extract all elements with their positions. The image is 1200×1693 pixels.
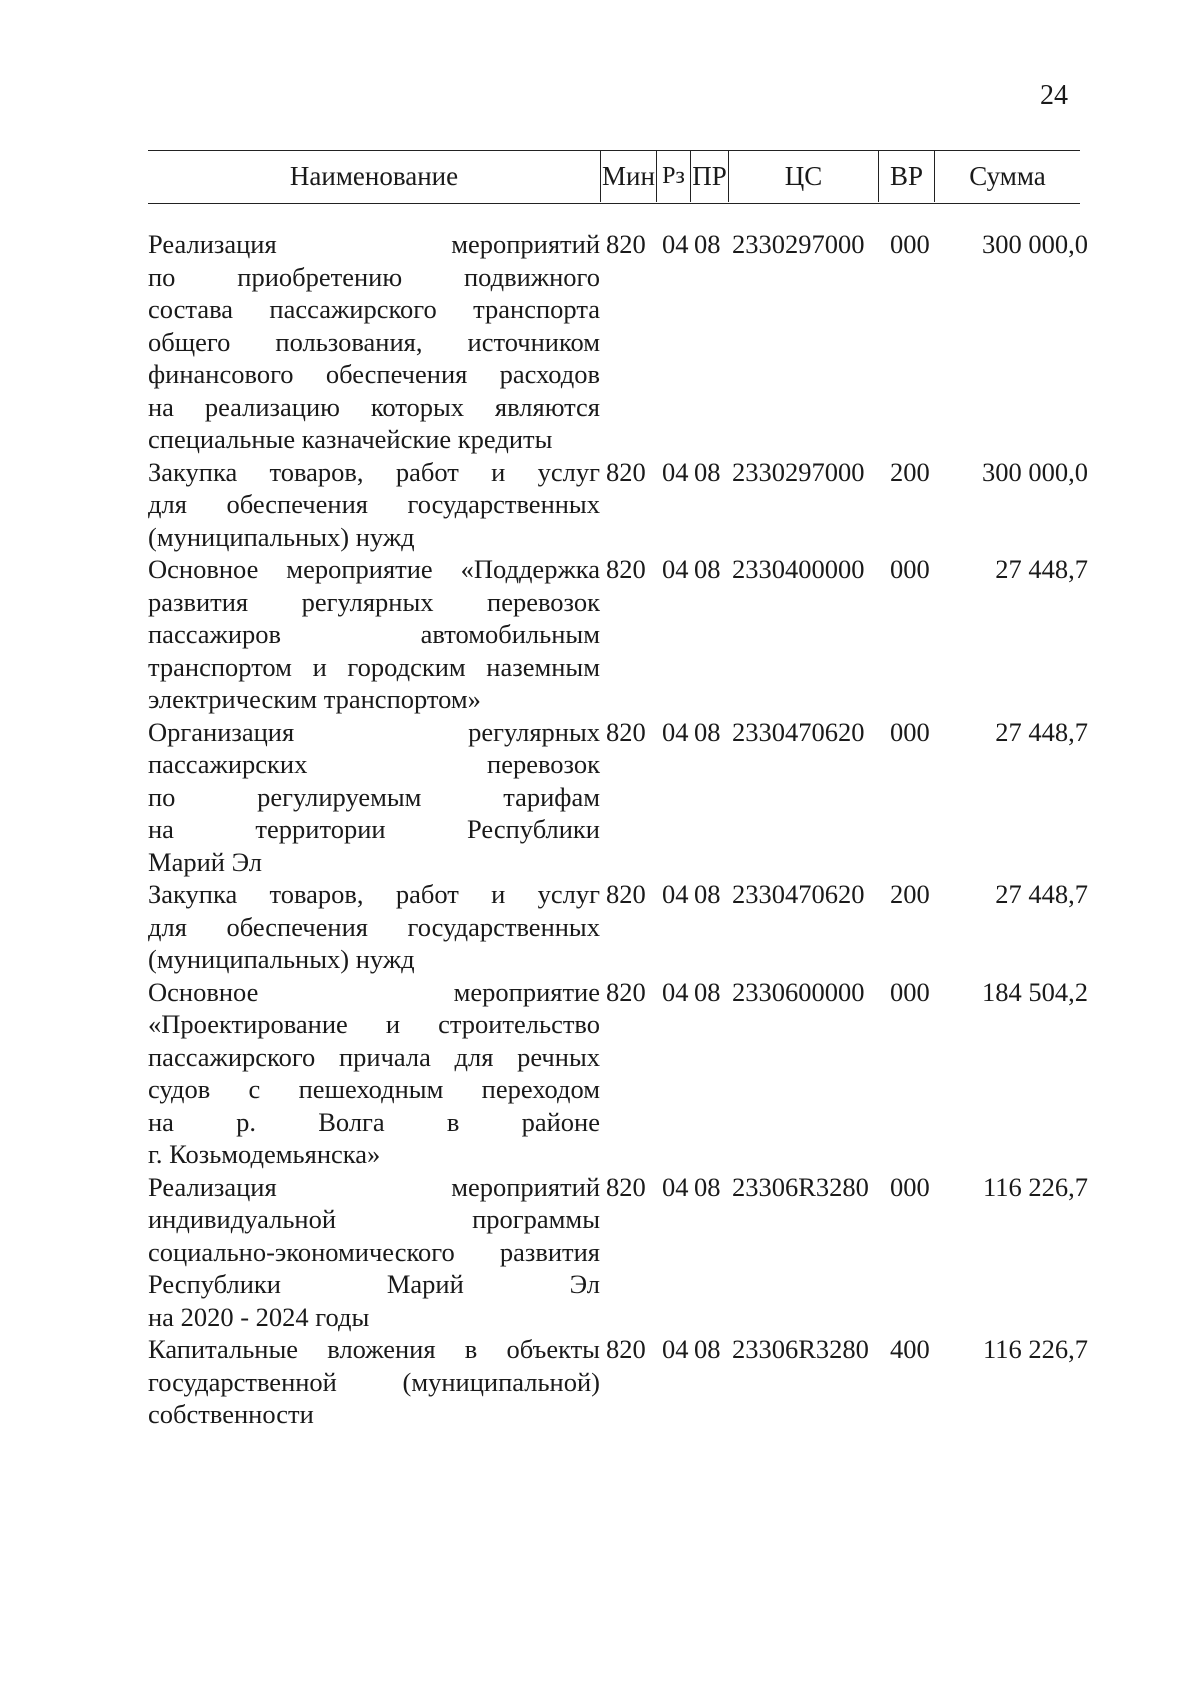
row-name-line: для обеспечения государственных: [148, 911, 600, 942]
row-name-line: судов с пешеходным переходом: [148, 1074, 600, 1104]
row-pr: 08: [694, 1334, 721, 1364]
row-rz: 04: [662, 879, 689, 909]
table-row: [148, 878, 1098, 976]
row-pr: 08: [694, 716, 721, 747]
header-name: Наименование: [289, 161, 459, 191]
row-vr: 000: [890, 716, 930, 747]
row-name-line: пассажирского причала для речных: [148, 1041, 600, 1072]
table-body: [148, 228, 1098, 1431]
row-sum: 27 448,7: [995, 554, 1088, 584]
row-cs: 23306R3280: [732, 1171, 869, 1202]
table-row: [148, 1333, 1098, 1431]
table-row: [148, 456, 1098, 554]
row-name-line: Основное мероприятие «Поддержка: [148, 554, 600, 584]
row-name-line: Республики Марий Эл: [148, 1269, 600, 1299]
row-name-line: пассажирских перевозок: [148, 749, 600, 779]
row-cs: 2330297000: [732, 229, 865, 259]
row-min: 820: [606, 229, 646, 259]
row-name-line: на 2020 - 2024 годы: [148, 1301, 370, 1332]
row-name: [148, 1333, 600, 1431]
row-name: [148, 1171, 600, 1334]
row-cs: 23306R3280: [732, 1334, 869, 1364]
row-name-line: Капитальные вложения в объекты: [148, 1334, 600, 1364]
row-name-line: пассажиров автомобильным: [148, 619, 600, 649]
row-min: 820: [606, 456, 646, 487]
row-name-line: Реализация мероприятий: [148, 1171, 600, 1202]
header-rz: Рз: [656, 151, 690, 202]
row-name-line: развития регулярных перевозок: [148, 586, 600, 617]
row-min: 820: [606, 1171, 646, 1202]
row-name-line: общего пользования, источником: [148, 326, 600, 357]
row-pr: 08: [694, 976, 721, 1007]
row-name-line: по приобретению подвижного: [148, 261, 600, 292]
row-name-line: состава пассажирского транспорта: [148, 294, 600, 324]
row-cs: 2330400000: [732, 554, 865, 584]
row-sum: 27 448,7: [995, 879, 1088, 909]
row-rz: 04: [662, 976, 689, 1007]
row-name-line: Организация регулярных: [148, 716, 600, 747]
table-row: [148, 553, 1098, 716]
row-min: 820: [606, 879, 646, 909]
header-min: Мин: [600, 151, 656, 202]
row-min: 820: [606, 976, 646, 1007]
row-name-line: Реализация мероприятий: [148, 229, 600, 259]
row-rz: 04: [662, 1334, 689, 1364]
table-row: [148, 976, 1098, 1171]
header-cs: ЦС: [728, 151, 878, 202]
row-sum: 116 226,7: [982, 1334, 1088, 1364]
row-name-line: (муниципальных) нужд: [148, 944, 415, 974]
header-vr: ВР: [878, 151, 934, 202]
row-name-line: Основное мероприятие: [148, 976, 600, 1007]
row-rz: 04: [662, 716, 689, 747]
row-min: 820: [606, 554, 646, 584]
row-name-line: на территории Республики: [148, 814, 600, 844]
row-sum: 184 504,2: [982, 976, 1088, 1007]
row-name-line: «Проектирование и строительство: [148, 1009, 600, 1039]
row-sum: 116 226,7: [982, 1171, 1088, 1202]
row-name: [148, 228, 600, 456]
row-vr: 000: [890, 976, 930, 1007]
table-header: [148, 150, 1080, 204]
row-vr: 000: [890, 554, 930, 584]
row-name-line: Закупка товаров, работ и услуг: [148, 456, 600, 487]
row-pr: 08: [694, 879, 721, 909]
row-cs: 2330297000: [732, 456, 865, 487]
row-name-line: Марий Эл: [148, 846, 262, 877]
table-row: [148, 716, 1098, 879]
row-name: [148, 976, 600, 1171]
row-name-line: индивидуальной программы: [148, 1204, 600, 1234]
row-name: [148, 878, 600, 976]
header-sum: Сумма: [934, 151, 1080, 202]
row-min: 820: [606, 1334, 646, 1364]
row-pr: 08: [694, 554, 721, 584]
row-name: [148, 553, 600, 716]
row-sum: 300 000,0: [982, 456, 1088, 487]
row-vr: 400: [890, 1334, 930, 1364]
row-name-line: транспортом и городским наземным: [148, 651, 600, 682]
row-name-line: электрическим транспортом»: [148, 684, 481, 714]
row-name-line: государственной (муниципальной): [148, 1366, 600, 1397]
row-min: 820: [606, 716, 646, 747]
row-name-line: г. Козьмодемьянска»: [148, 1139, 381, 1169]
row-name-line: по регулируемым тарифам: [148, 781, 600, 812]
row-vr: 000: [890, 229, 930, 259]
page-number: 24: [1040, 80, 1068, 111]
header-pr: ПР: [690, 151, 728, 202]
row-name-line: на р. Волга в районе: [148, 1106, 600, 1137]
row-name-line: специальные казначейские кредиты: [148, 424, 553, 454]
row-name-line: Закупка товаров, работ и услуг: [148, 879, 600, 909]
row-rz: 04: [662, 1171, 689, 1202]
row-name-line: финансового обеспечения расходов: [148, 359, 600, 389]
row-vr: 200: [890, 456, 930, 487]
row-vr: 200: [890, 879, 930, 909]
row-cs: 2330600000: [732, 976, 865, 1007]
row-pr: 08: [694, 1171, 721, 1202]
row-vr: 000: [890, 1171, 930, 1202]
row-rz: 04: [662, 229, 689, 259]
row-name-line: на реализацию которых являются: [148, 391, 600, 422]
row-sum: 300 000,0: [982, 229, 1088, 259]
row-name-line: социально-экономического развития: [148, 1236, 600, 1267]
row-rz: 04: [662, 456, 689, 487]
table-row: [148, 228, 1098, 456]
row-cs: 2330470620: [732, 716, 865, 747]
row-sum: 27 448,7: [995, 716, 1088, 747]
row-cs: 2330470620: [732, 879, 865, 909]
row-name-line: собственности: [148, 1399, 314, 1429]
row-name-line: для обеспечения государственных: [148, 489, 600, 519]
table-row: [148, 1171, 1098, 1334]
row-name-line: (муниципальных) нужд: [148, 521, 415, 552]
row-name: [148, 456, 600, 554]
row-rz: 04: [662, 554, 689, 584]
row-name: [148, 716, 600, 879]
row-pr: 08: [694, 456, 721, 487]
row-pr: 08: [694, 229, 721, 259]
